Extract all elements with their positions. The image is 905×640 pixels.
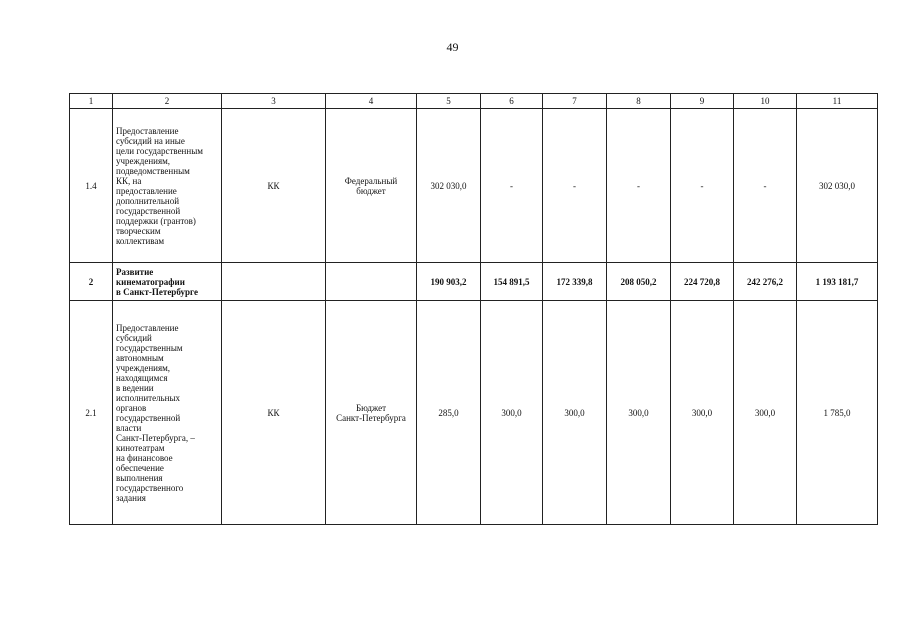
year-value: - [481,109,543,263]
table-row [70,263,878,301]
funding-source: Бюджет Санкт-Петербурга [326,301,417,525]
total-value: 302 030,0 [797,109,878,263]
year-value: 208 050,2 [607,263,671,301]
row-number: 1.4 [70,109,113,263]
row-number: 2 [70,263,113,301]
page-number: 49 [446,40,459,54]
executor: КК [222,109,326,263]
year-value: 300,0 [671,301,734,525]
total-value: 1 785,0 [797,301,878,525]
activity-name: Развитие кинематографии в Санкт-Петербурге [113,263,222,301]
year-value: - [671,109,734,263]
column-header: 9 [671,94,734,109]
year-value: 300,0 [543,301,607,525]
column-header: 5 [417,94,481,109]
funding-source [326,263,417,301]
activity-name: Предоставление субсидий на иные цели государственным учреждениям, подведомственным КК, на предоставление дополнительной государственной поддержки (грантов) творческим коллективам [113,109,222,263]
column-header: 11 [797,94,878,109]
year-value: 300,0 [607,301,671,525]
column-header: 3 [222,94,326,109]
year-value: 190 903,2 [417,263,481,301]
row-number: 2.1 [70,301,113,525]
table-row [70,301,878,525]
year-value: 154 891,5 [481,263,543,301]
table-row [70,109,878,263]
executor [222,263,326,301]
column-header: 10 [734,94,797,109]
year-value: - [607,109,671,263]
year-value: 224 720,8 [671,263,734,301]
header-row [70,94,878,109]
activity-name: Предоставление субсидий государственным автономным учреждениям, находящимся в ведении исполнительных органов государственной власти Санкт-Петербурга, – кинотеатрам на финансовое обеспечение выполнения государственного задания [113,301,222,525]
total-value: 1 193 181,7 [797,263,878,301]
executor: КК [222,301,326,525]
column-header: 1 [70,94,113,109]
column-header: 4 [326,94,417,109]
budget-table [69,93,878,525]
funding-source: Федеральный бюджет [326,109,417,263]
year-value: 285,0 [417,301,481,525]
year-value: - [734,109,797,263]
year-value: 172 339,8 [543,263,607,301]
year-value: 302 030,0 [417,109,481,263]
year-value: 242 276,2 [734,263,797,301]
column-header: 6 [481,94,543,109]
column-header: 7 [543,94,607,109]
year-value: 300,0 [481,301,543,525]
column-header: 8 [607,94,671,109]
year-value: - [543,109,607,263]
year-value: 300,0 [734,301,797,525]
column-header: 2 [113,94,222,109]
